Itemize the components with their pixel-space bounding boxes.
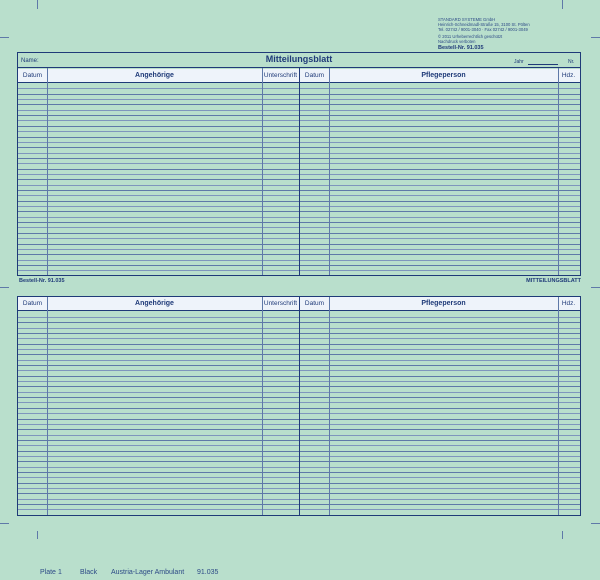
col-date-right: Datum [304, 71, 325, 79]
crop-mark [37, 0, 38, 9]
divider [558, 297, 559, 515]
divider [329, 297, 330, 515]
col-relatives: Angehörige [135, 71, 174, 79]
form-title: Mitteilungsblatt [265, 54, 333, 64]
publisher-address: Heinrich-Schneidmadl-Straße 15, 3100 St. Pölten [438, 22, 530, 27]
crop-mark [37, 531, 38, 539]
col-initials: Hdz. [561, 300, 576, 307]
customer-name: Austria-Lager Ambulant [111, 569, 185, 576]
crop-mark [591, 523, 600, 524]
col-caregiver: Pflegeperson [421, 71, 466, 79]
print-color: Black [80, 569, 98, 576]
publisher-company: STANDARD SYSTEME GmbH [438, 17, 496, 22]
plate-number: 1 [58, 569, 62, 576]
crop-mark [562, 0, 563, 9]
col-initials: Hdz. [561, 71, 576, 79]
col-date-left: Datum [22, 300, 43, 307]
col-relatives: Angehörige [135, 300, 174, 307]
crop-mark [562, 531, 563, 539]
publisher-copyright: © 2011 Urheberrechtlich geschützt [438, 34, 503, 39]
form-sheet-top [17, 52, 581, 276]
plate-label: Plate [40, 569, 56, 576]
crop-mark [0, 287, 9, 288]
article-number: 91.035 [197, 569, 219, 576]
publisher-phone: Tel. 02742 / 9001-3040 · Fax 02742 / 9001-3049 [438, 27, 528, 32]
order-number-middle: Bestell-Nr. 91.035 [19, 278, 65, 284]
divider [262, 297, 263, 515]
divider [329, 68, 330, 275]
divider [262, 68, 263, 275]
order-number-top: Bestell-Nr. 91.035 [438, 45, 484, 51]
crop-mark [591, 37, 600, 38]
crop-mark [591, 287, 600, 288]
col-date-right: Datum [304, 300, 325, 307]
divider [558, 68, 559, 275]
publisher-info [438, 17, 530, 44]
divider [47, 297, 48, 515]
name-label: Name: [21, 58, 39, 64]
crop-mark [0, 523, 9, 524]
year-field[interactable] [528, 64, 558, 65]
center-divider [299, 68, 300, 275]
col-signature: Unterschrift [263, 71, 298, 79]
center-divider [299, 297, 300, 515]
name-row [18, 53, 580, 68]
crop-mark [0, 37, 9, 38]
col-date-left: Datum [22, 71, 43, 79]
form-name-middle: MITTEILUNGSBLATT [526, 278, 581, 284]
col-caregiver: Pflegeperson [421, 300, 466, 307]
year-label: Jahr [514, 59, 524, 65]
divider [47, 68, 48, 275]
publisher-reprint: Nachdruck verboten [438, 39, 476, 44]
col-signature: Unterschrift [263, 300, 298, 307]
number-label: Nr. [568, 59, 575, 65]
form-sheet-bottom [17, 296, 581, 516]
